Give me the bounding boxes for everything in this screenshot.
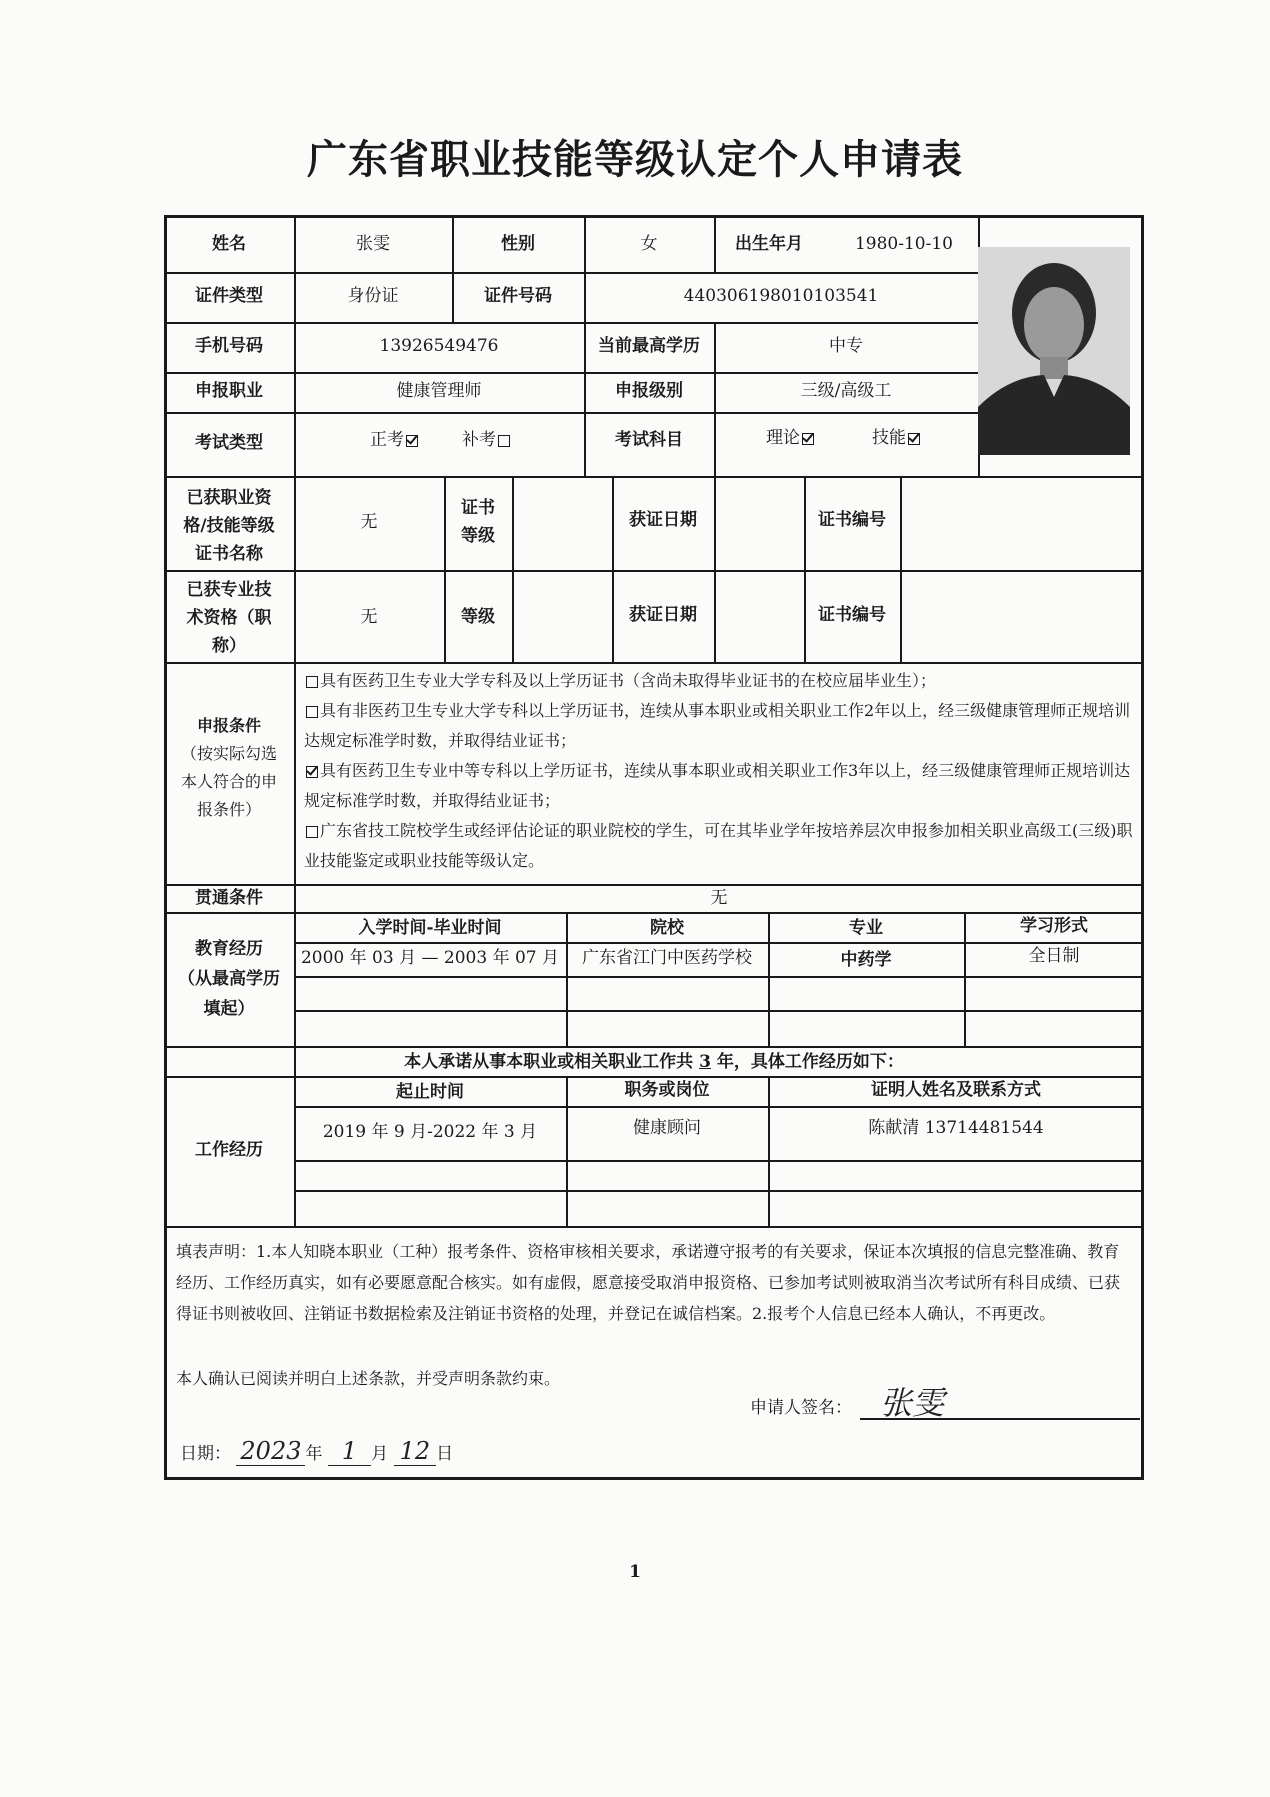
row-divider: [164, 412, 980, 414]
edu-header-school: 院校: [650, 918, 684, 938]
work-promise: 本人承诺从事本职业或相关职业工作共 3 年，具体工作经历如下：: [404, 1052, 904, 1072]
id-no-label: 证件号码: [484, 286, 552, 306]
edu-header-period: 入学时间-毕业时间: [358, 918, 502, 938]
technical-number-label: 证书编号: [818, 605, 886, 625]
col-divider: [714, 476, 716, 662]
level-label: 申报级别: [615, 381, 683, 401]
edu-row-major: 中药学: [840, 950, 892, 970]
id-no-value: 440306198010103541: [683, 286, 879, 306]
through-value: 无: [710, 888, 728, 908]
birth-label: 出生年月: [735, 234, 803, 254]
exam-makeup-label: 补考: [462, 430, 496, 450]
condition-item[interactable]: 具有医药卫生专业中等专科以上学历证书，连续从事本职业或相关职业工作3年以上，经三级健康管理师正规培训达规定标准学时数，并取得结业证书；: [304, 761, 1131, 810]
edu-header-major: 专业: [849, 918, 883, 938]
vocational-cert-label: 已获职业资 格/技能等级 证书名称: [183, 488, 275, 564]
condition-item[interactable]: 具有非医药卫生专业大学专科以上学历证书，连续从事本职业或相关职业工作2年以上，经三级健康管理师正规培训达规定标准学时数，并取得结业证书；: [304, 701, 1131, 750]
occupation-value: 健康管理师: [396, 381, 482, 401]
condition-3-checkbox[interactable]: [306, 766, 318, 778]
row-divider: [164, 272, 980, 274]
conditions-label: 申报条件 （按实际勾选 本人符合的申 报条件）: [180, 716, 277, 819]
col-divider: [900, 476, 902, 662]
edu-header-mode: 学习形式: [1020, 916, 1088, 936]
through-label: 贯通条件: [195, 888, 263, 908]
technical-date-label: 获证日期: [629, 605, 697, 625]
date-label: 日期：: [180, 1444, 231, 1464]
name-value: 张雯: [356, 234, 390, 254]
promise-years: 3: [699, 1052, 711, 1072]
exam-makeup-checkbox[interactable]: [498, 435, 510, 447]
date-year: 2023: [236, 1437, 305, 1466]
exam-normal-label: 正考: [370, 430, 404, 450]
date-day: 12: [394, 1437, 437, 1466]
occupation-label: 申报职业: [195, 381, 263, 401]
date-month: 1: [328, 1437, 371, 1466]
cert-level-label: 证书 等级: [461, 498, 495, 546]
exam-type-label: 考试类型: [195, 433, 263, 453]
id-type-label: 证件类型: [195, 286, 263, 306]
condition-4-checkbox[interactable]: [306, 826, 318, 838]
work-row-reference: 陈献清 13714481544: [868, 1118, 1044, 1138]
exam-normal-checkbox[interactable]: [406, 435, 418, 447]
row-divider: [164, 1046, 1144, 1048]
subject-skill-checkbox[interactable]: [908, 433, 920, 445]
gender-value: 女: [640, 234, 658, 254]
name-label: 姓名: [212, 234, 246, 254]
technical-level-label: 等级: [461, 607, 495, 627]
row-divider: [294, 1190, 1144, 1192]
col-divider: [804, 476, 806, 662]
date-line: 日期： 2023 年 1 月 12 日: [180, 1437, 454, 1465]
subject-theory-checkbox[interactable]: [802, 433, 814, 445]
edu-row-mode: 全日制: [1028, 946, 1080, 966]
subject-theory-label: 理论: [766, 428, 800, 448]
row-divider: [164, 372, 980, 374]
edu-value: 中专: [829, 336, 863, 356]
work-row-period: 2019 年 9 月-2022 年 3 月: [322, 1122, 538, 1142]
person-portrait-icon: [978, 247, 1130, 455]
level-value: 三级/高级工: [800, 381, 892, 401]
row-divider: [164, 662, 1144, 664]
condition-item[interactable]: 具有医药卫生专业大学专科及以上学历证书（含尚未取得毕业证书的在校应届毕业生）；: [304, 666, 1138, 696]
subject-skill-option[interactable]: [872, 426, 922, 451]
work-label: 工作经历: [195, 1140, 263, 1160]
sign-label: 申请人签名：: [750, 1398, 852, 1418]
edu-label: 当前最高学历: [598, 336, 700, 356]
subject-skill-label: 技能: [872, 428, 906, 448]
condition-item[interactable]: 广东省技工院校学生或经评估论证的职业院校的学生，可在其毕业学年按培养层次申报参加相关职业高级工(三级)职业技能鉴定或职业技能等级认定。: [304, 821, 1133, 870]
birth-value: 1980-10-10: [854, 234, 953, 254]
row-divider: [164, 322, 980, 324]
cert-date-label: 获证日期: [629, 510, 697, 530]
work-header-reference: 证明人姓名及联系方式: [871, 1080, 1041, 1100]
education-label: 教育经历 （从最高学历 填起）: [178, 939, 280, 1019]
work-header-position: 职务或岗位: [624, 1080, 710, 1100]
exam-makeup-option[interactable]: [462, 428, 512, 453]
edu-row-school: 广东省江门中医药学校: [582, 948, 752, 968]
vocational-cert-value: 无: [360, 512, 378, 532]
row-divider: [294, 1106, 1144, 1108]
declaration-confirm: 本人确认已阅读并明白上述条款，并受声明条款约束。: [176, 1369, 561, 1388]
subject-theory-option[interactable]: [766, 426, 816, 451]
declaration-text: 填表声明：1.本人知晓本职业（工种）报考条件、资格审核相关要求，承诺遵守报考的有关要求，保证本次填报的信息完整准确、教育经历、工作经历真实，如有必要愿意配合核实。如有虚假，愿意接受取消申报资格、已参加考试则被取消当次考试所有科目成绩、已获得证书则被收回、注销证书数据检索及注销证书资格的处理，并登记在诚信档案。2.报考个人信息已经本人确认，不再更改。: [176, 1242, 1121, 1323]
col-divider: [512, 476, 514, 662]
work-row-position: 健康顾问: [633, 1118, 701, 1138]
row-divider: [294, 1010, 1144, 1012]
exam-normal-option[interactable]: [370, 428, 420, 453]
gender-label: 性别: [501, 234, 535, 254]
applicant-signature: 张雯: [880, 1384, 945, 1422]
row-divider: [164, 1226, 1144, 1228]
row-divider: [294, 976, 1144, 978]
col-divider: [612, 476, 614, 662]
page-number: 1: [629, 1562, 641, 1582]
technical-cert-label: 已获专业技 术资格（职 称）: [186, 580, 272, 656]
work-header-period: 起止时间: [396, 1082, 464, 1102]
edu-row-period: 2000 年 03 月 — 2003 年 07 月: [300, 948, 560, 968]
phone-label: 手机号码: [195, 336, 263, 356]
applicant-photo: [978, 247, 1130, 455]
page-title: 广东省职业技能等级认定个人申请表: [307, 137, 963, 183]
id-type-value: 身份证: [347, 286, 399, 306]
row-divider: [164, 476, 1144, 478]
cert-number-label: 证书编号: [818, 510, 886, 530]
subject-label: 考试科目: [615, 430, 683, 450]
technical-cert-value: 无: [360, 607, 378, 627]
phone-value: 13926549476: [379, 336, 499, 356]
row-divider: [294, 1160, 1144, 1162]
row-divider: [164, 570, 1144, 572]
condition-2-checkbox[interactable]: [306, 706, 318, 718]
condition-1-checkbox[interactable]: [306, 676, 318, 688]
